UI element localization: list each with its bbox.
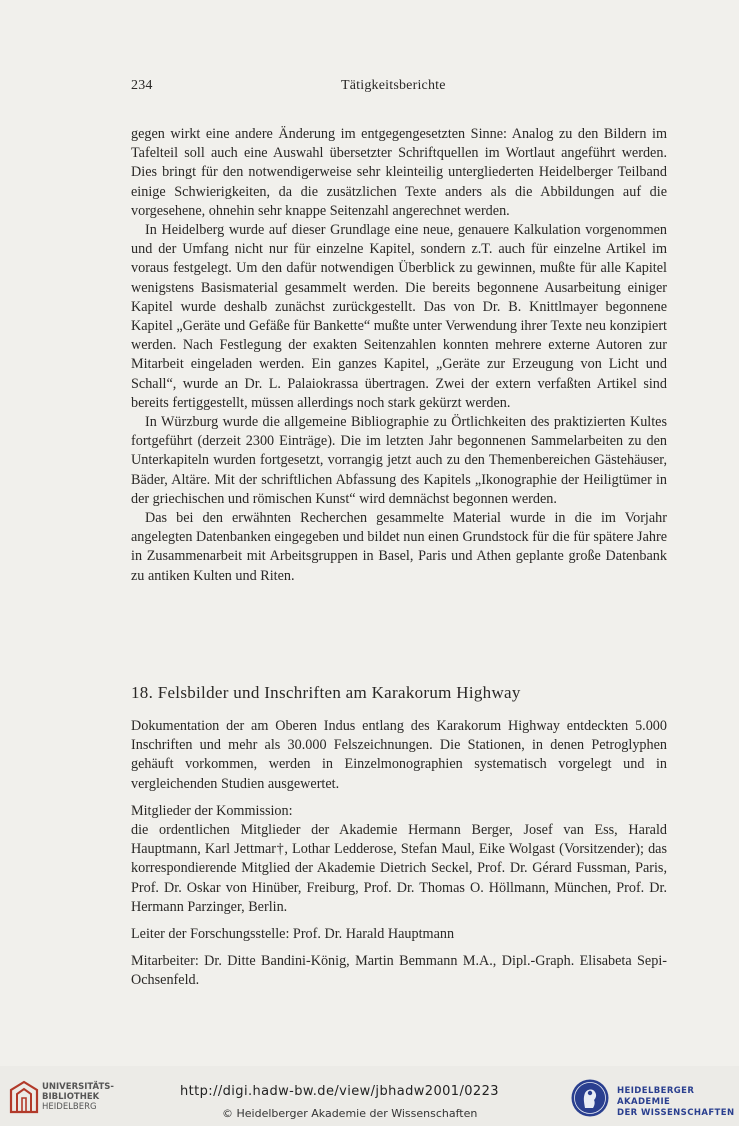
page-number: 234 bbox=[131, 78, 153, 93]
academy-name bbox=[617, 1086, 739, 1119]
running-title: Tätigkeitsberichte bbox=[341, 78, 446, 93]
library-name-line: BIBLIOTHEK bbox=[42, 1092, 100, 1102]
academy-name-line: HEIDELBERGER AKADEMIE bbox=[617, 1086, 695, 1107]
university-library-logo-icon bbox=[8, 1080, 40, 1114]
members-text: die ordentlichen Mitglieder der Akademie Hermann Berger, Josef van Ess, Harald Hauptmann, Karl Jettmar†, Lothar Ledderose, Stefan Maul, Eike Wolgast (Vorsitzender); das korrespondierende Mitglied der Akademie Dietrich Seckel, Prof. Dr. Gérard Fussman, Paris, Prof. Dr. Oskar von Hinüber, Freiburg, Prof. Dr. Thomas O. Höllmann, München, Prof. Dr. Hermann Parzinger, Berlin. bbox=[131, 822, 667, 915]
library-name-line: HEIDELBERG bbox=[42, 1102, 97, 1112]
paragraph: Das bei den erwähnten Recherchen gesammelte Material wurde in die im Vorjahr angelegten Datenbanken eingegeben und bildet nun einen Grundstock für die für spätere Jahre in Zusammenarbeit mit Arbeitsgruppen in Basel, Paris und Athen geplante große Datenbank zu antiken Kulten und Riten. bbox=[131, 510, 667, 584]
section-description: Dokumentation der am Oberen Indus entlang des Karakorum Highway entdeckten 5.000 Inschriften und mehr als 30.000 Felszeichnungen. Die Stationen, in denen Petroglyphen gehäuft vorkommen, werden in Einzelmonographien systematisch vorgelegt und in vergleichenden Studien ausgewertet. bbox=[131, 718, 667, 792]
library-name bbox=[42, 1082, 114, 1112]
members-label: Mitglieder der Kommission: bbox=[131, 802, 293, 819]
footer-bar bbox=[0, 1066, 739, 1126]
academy-medallion-icon bbox=[570, 1078, 610, 1118]
staff-line: Mitarbeiter: Dr. Ditte Bandini-König, Martin Bemmann M.A., Dipl.-Graph. Elisabeta Sepi-Ochsenfeld. bbox=[131, 953, 667, 989]
running-head bbox=[131, 78, 669, 98]
permalink-url[interactable]: http://digi.hadw-bw.de/view/jbhadw2001/0223 bbox=[180, 1084, 499, 1099]
copyright-notice: © Heidelberger Akademie der Wissenschaften bbox=[222, 1107, 478, 1120]
top-body-text bbox=[131, 125, 667, 586]
academy-name-line: DER WISSENSCHAFTEN bbox=[617, 1108, 735, 1118]
leader-line: Leiter der Forschungsstelle: Prof. Dr. Harald Hauptmann bbox=[131, 926, 455, 943]
paragraph: In Würzburg wurde die allgemeine Bibliographie zu Örtlichkeiten des praktizierten Kultes fortgeführt (derzeit 2300 Einträge). Die im letzten Jahr begonnenen Sammelarbeiten zu den Unterkapiteln wurden fortgesetzt, vorrangig jetzt auch zu den Themenbereichen Gästehäuser, Bäder, Altäre. Mit der schriftlichen Abfassung des Kapitels „Ikonographie der Heiligtümer in der griechischen und römischen Kunst“ wird demnächst begonnen werden. bbox=[131, 414, 667, 507]
section-heading: 18. Felsbilder und Inschriften am Karakorum Highway bbox=[131, 683, 521, 702]
library-name-line: UNIVERSITÄTS- bbox=[42, 1082, 114, 1092]
paragraph: gegen wirkt eine andere Änderung im entgegengesetzten Sinne: Analog zu den Bildern im Tafelteil soll auch eine Auswahl übersetzter Schriftquellen im Wortlaut angeführt werden. Dies bringt für den notwendigerweise sehr kleinteilig untergliederten Heidelberger Teilband einige Schwierigkeiten, da die zusätzlichen Texte anders als die Abbildungen auf die vorgesehene, ohnehin sehr knappe Seitenzahl angerechnet werden. bbox=[131, 126, 667, 219]
paragraph: In Heidelberg wurde auf dieser Grundlage eine neue, genauere Kalkulation vorgenommen und der Umfang nicht nur für einzelne Kapitel, sondern z.T. auch für einzelne Artikel im voraus festgelegt. Um den dafür notwendigen Überblick zu gewinnen, mußte für alle Kapitel wenigstens Basismaterial gesammelt werden. Die bereits begonnene Ausarbeitung einiger Kapitel wurde deshalb zunächst zurückgestellt. Das von Dr. B. Knittlmayer begonnene Kapitel „Geräte und Gefäße für Bankette“ mußte unter Verwendung ihrer Texte neu konzipiert werden. Nach Festlegung der exakten Seitenzahlen konnten mehrere externe Autoren zur Mitarbeit eingeladen werden. Ein ganzes Kapitel, „Geräte zur Erzeugung von Licht und Schall“, wurde an Dr. L. Palaiokrassa übertragen. Zwei der extern verfaßten Artikel sind bereits fertiggestellt, müssen allerdings noch stark gekürzt werden. bbox=[131, 222, 667, 411]
section-body-text bbox=[131, 717, 667, 999]
